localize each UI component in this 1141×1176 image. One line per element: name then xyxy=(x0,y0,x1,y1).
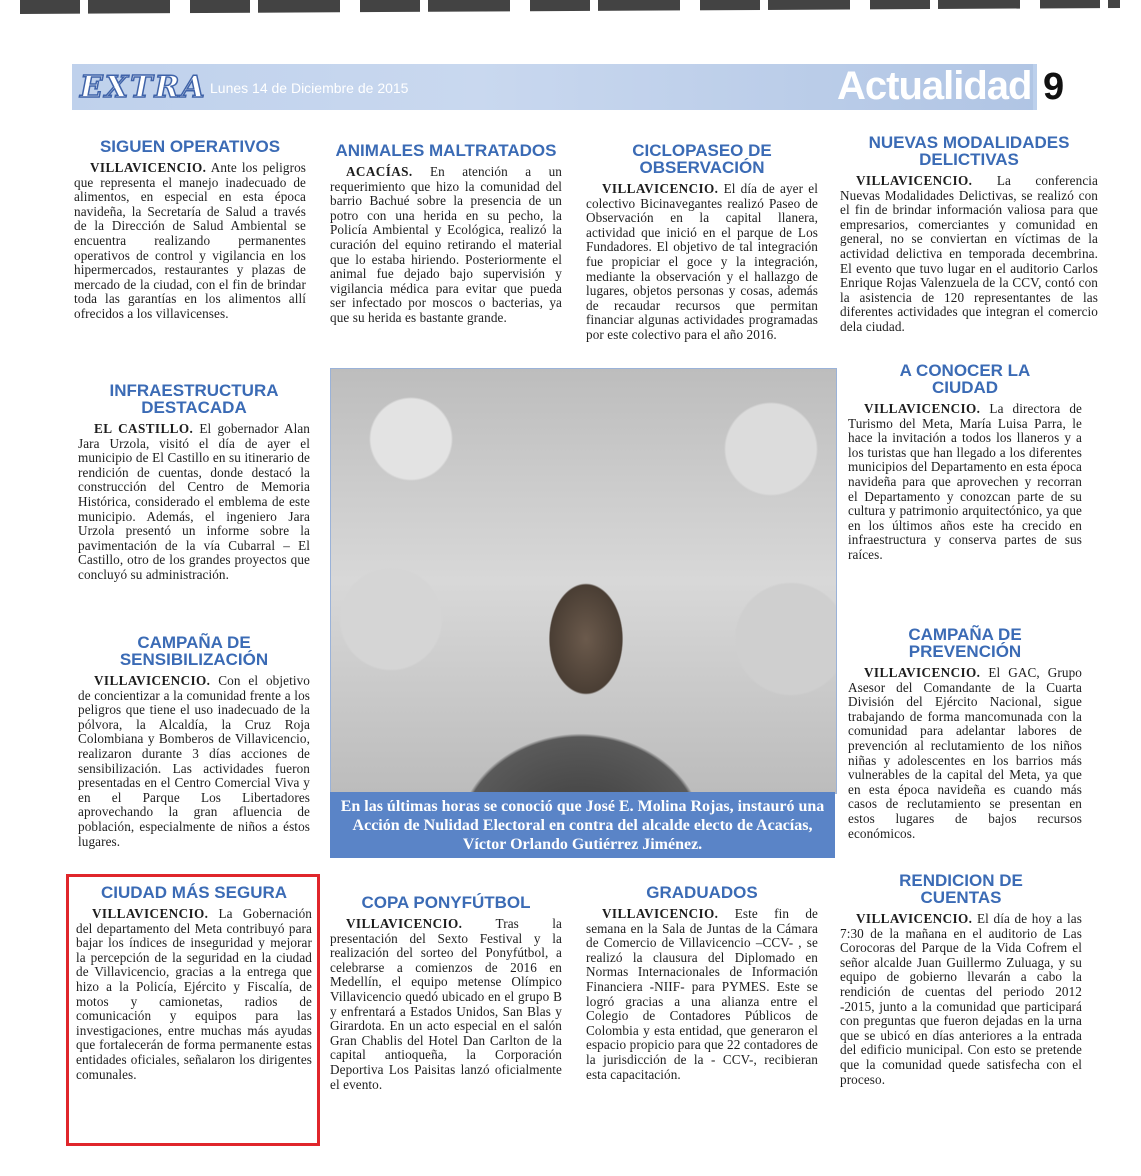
article-conocer-ciudad xyxy=(848,362,1082,563)
page-number: 9 xyxy=(1043,66,1065,108)
article-campana-sensibilizacion xyxy=(78,634,310,849)
article-title: RENDICION DE CUENTAS xyxy=(899,871,1023,907)
article-place: VILLAVICENCIO. xyxy=(92,906,209,921)
article-place: VILLAVICENCIO. xyxy=(602,181,719,196)
article-title: GRADUADOS xyxy=(646,883,758,902)
article-body: ACACÍAS. En atención a un requerimiento que hizo la comunidad del barrio Bachué sobre la presencia de un potro con una herida en su pecho, la Policía Ambiental y Ecológica, realizó la curación del equino retirando el material que lo estaba hiriendo. Posteriormente el animal fue dejado bajo supervisión y vigilancia médica para evitar que pueda ser infectado por moscos o bacterias, ya que su herida es bastante grande. xyxy=(330,164,562,325)
article-body: VILLAVICENCIO. El día de hoy a las 7:30 de la mañana en el auditorio de Las Corocoras del Parque de la Vida Cofrem el señor alcalde Juan Guillermo Zuluaga, y su equipo de gobierno llevarán a cabo la rendición de cuentas del periodo 2012 -2015, junto a la comunidad que participará con preguntas que fueron dejadas en la urna que se ubicó en días anteriores a la entrada del edificio municipal. Con esto se pretende que la comunidad quede satisfecha con el proceso. xyxy=(840,911,1082,1087)
article-place: VILLAVICENCIO. xyxy=(856,173,973,188)
top-print-strip xyxy=(20,0,1120,20)
article-title: CAMPAÑA DE SENSIBILIZACIÓN xyxy=(119,633,269,669)
news-photo xyxy=(330,368,837,794)
article-title: CAMPAÑA DE PREVENCIÓN xyxy=(908,625,1022,661)
article-rendicion-cuentas xyxy=(840,872,1082,1087)
article-campana-prevencion xyxy=(848,626,1082,841)
article-siguen-operativos xyxy=(74,138,306,322)
article-body: VILLAVICENCIO. La directora de Turismo del Meta, María Luisa Parra, le hace la invitación a todos los llaneros y a los turistas que han llegado a los diferentes municipios del Departamento en esta época navideña para que aprovechen y recorran el Departamento y conozcan parte de su cultura y patrimonio arquitectónico, ya que en los últimos años este ha crecido en infraestructura y conserva partes de sus raíces. xyxy=(848,401,1082,562)
article-place: VILLAVICENCIO. xyxy=(602,906,719,921)
article-ciclopaseo xyxy=(586,142,818,343)
photo-caption: En las últimas horas se conoció que José E. Molina Rojas, instauró una Acción de Nulidad Electoral en contra del alcalde electo de Acacías, Víctor Orlando Gutiérrez Jiménez. xyxy=(330,792,835,858)
article-body: VILLAVICENCIO. Con el objetivo de concientizar a la comunidad frente a los peligros que tiene el uso inadecuado de la pólvora, la Alcaldía, la Cruz Roja Colombiana y Bomberos de Villavicencio, realizaron durante 3 días acciones de sensibilización. Las actividades fueron presentadas en el Centro Comercial Viva y en el Parque Los Libertadores aprovechando la gran afluencia de población, especialmente de niños a éstos lugares. xyxy=(78,673,310,849)
newspaper-logo: EXTRA xyxy=(80,70,207,105)
article-body: VILLAVICENCIO. Este fin de semana en la Sala de Juntas de la Cámara de Comercio de Villavicencio –CCV- , se realizó la clausura del Diplomado en Normas Internacionales de Información Financiera -NIIF- para PYMES. Este se logró gracias a una alianza entre el Colegio de Contadores Públicos de Colombia y esta entidad, que generaron el espacio propicio para que 22 contadores de la jurisdicción de la - CCV-, recibieran esta capacitación. xyxy=(586,906,818,1082)
article-animales-maltratados xyxy=(330,142,562,326)
article-place: VILLAVICENCIO. xyxy=(346,916,463,931)
article-place: VILLAVICENCIO. xyxy=(94,673,211,688)
article-body: EL CASTILLO. El gobernador Alan Jara Urzola, visitó el día de ayer el municipio de El Castillo en su itinerario de rendición de cuentas, donde destacó la construcción del Centro de Memoria Histórica, considerado el emblema de este municipio. Además, el ingeniero Jara Urzola presentó un informe sobre la pavimentación de la vía Cubarral – El Castillo, otro de los grandes proyectos que concluyó su administración. xyxy=(78,421,310,582)
article-nuevas-modalidades xyxy=(840,134,1098,335)
article-title: CIUDAD MÁS SEGURA xyxy=(100,883,288,902)
masthead-bar xyxy=(72,64,1087,110)
article-title: COPA PONYFÚTBOL xyxy=(361,893,531,912)
highlight-box xyxy=(66,874,320,1146)
article-place: ACACÍAS. xyxy=(346,164,413,179)
article-place: VILLAVICENCIO. xyxy=(856,911,973,926)
article-copa-ponyfutbol xyxy=(330,894,562,1092)
article-place: VILLAVICENCIO. xyxy=(864,665,981,680)
article-place: VILLAVICENCIO. xyxy=(864,401,981,416)
article-body: VILLAVICENCIO. Tras la presentación del Sexto Festival y la realización del sorteo del Ponyfútbol, a celebrarse a comienzos de 2016 en Medellín, el equipo metense Olímpico Villavicencio quedó ubicado en el grupo B y enfrentará a Estados Unidos, San Blas y Girardota. En un acto especial en el salón Gran Chablis del Hotel Dan Carlton de la capital antioqueña, la Corporación Deportiva Los Paisitas lanzó oficialmente el evento. xyxy=(330,916,562,1092)
article-body: VILLAVICENCIO. El día de ayer el colectivo Bicinavegantes realizó Paseo de Observación en la capital llanera, actividad que inició en el parque de Los Fundadores. El objetivo de tal integración fue propiciar el goce y la integración, mediante la observación y el hallazgo de lugares, objetos personas y cosas, además de recaudar recursos que permitan financiar algunas actividades programadas por este colectivo para el año 2016. xyxy=(586,181,818,342)
article-title: NUEVAS MODALIDADES DELICTIVAS xyxy=(868,133,1070,169)
article-title: SIGUEN OPERATIVOS xyxy=(99,137,281,156)
article-title: INFRAESTRUCTURA DESTACADA xyxy=(109,381,279,417)
page-number-box xyxy=(1033,64,1087,110)
article-body: VILLAVICENCIO. Ante los peligros que representa el manejo inadecuado de alimentos, en especial en esta época navideña, la Secretaría de Salud a través de la Dirección de Salud Ambiental se encuentra realizando permanentes operativos de control y vigilancia en los hipermercados, restaurantes y plazas de mercado de la ciudad, con el fin de brindar toda las garantías en los alimentos allí ofrecidos a los villavicenses. xyxy=(74,160,307,321)
article-body: VILLAVICENCIO. El GAC, Grupo Asesor del Comandante de la Cuarta División del Ejército Nacional, sigue trabajando de forma mancomunada con la comunidad para adelantar labores de prevención al reclutamiento de los niños niñas y adolescentes en los barrios más vulnerables de la capital del Meta, ya que en esta época navideña es cuando más casos de reclutamiento se presentan en estos lugares de bajos recursos económicos. xyxy=(848,665,1082,841)
article-infraestructura xyxy=(78,382,310,583)
article-title: ANIMALES MALTRATADOS xyxy=(335,141,557,160)
article-title: CICLOPASEO DE OBSERVACIÓN xyxy=(632,141,772,177)
article-title: A CONOCER LA CIUDAD xyxy=(899,361,1031,397)
article-graduados xyxy=(586,884,818,1082)
article-place: VILLAVICENCIO. xyxy=(90,160,207,175)
issue-date: Lunes 14 de Diciembre de 2015 xyxy=(210,80,409,96)
article-place: EL CASTILLO. xyxy=(94,421,194,436)
article-body: VILLAVICENCIO. La Gobernación del departamento del Meta contribuyó para bajar los índices de inseguridad y mejorar la percepción de la seguridad en la ciudad de Villavicencio, gracias a la entrega que hizo a la Policía, Ejército y Fiscalía, de motos y camionetas, radios de comunicación y equipos para las investigaciones, entre muchas más ayudas que fortalecerán de forma permanente estas entidades oficiales, señalaron los dirigentes comunales. xyxy=(76,906,312,1082)
article-body: VILLAVICENCIO. La conferencia Nuevas Modalidades Delictivas, se realizó con el fin de brindar información valiosa para que empresarios, comerciantes y comunidad en general, no se conviertan en víctimas de la actividad delictiva en temporada decembrina. El evento que tuvo lugar en el auditorio Carlos Enrique Rojas Valenzuela de la CCV, contó con la asistencia de 120 representantes de las diferentes actividades que integran el comercio dela ciudad. xyxy=(840,173,1098,334)
section-title: Actualidad xyxy=(837,64,1032,108)
